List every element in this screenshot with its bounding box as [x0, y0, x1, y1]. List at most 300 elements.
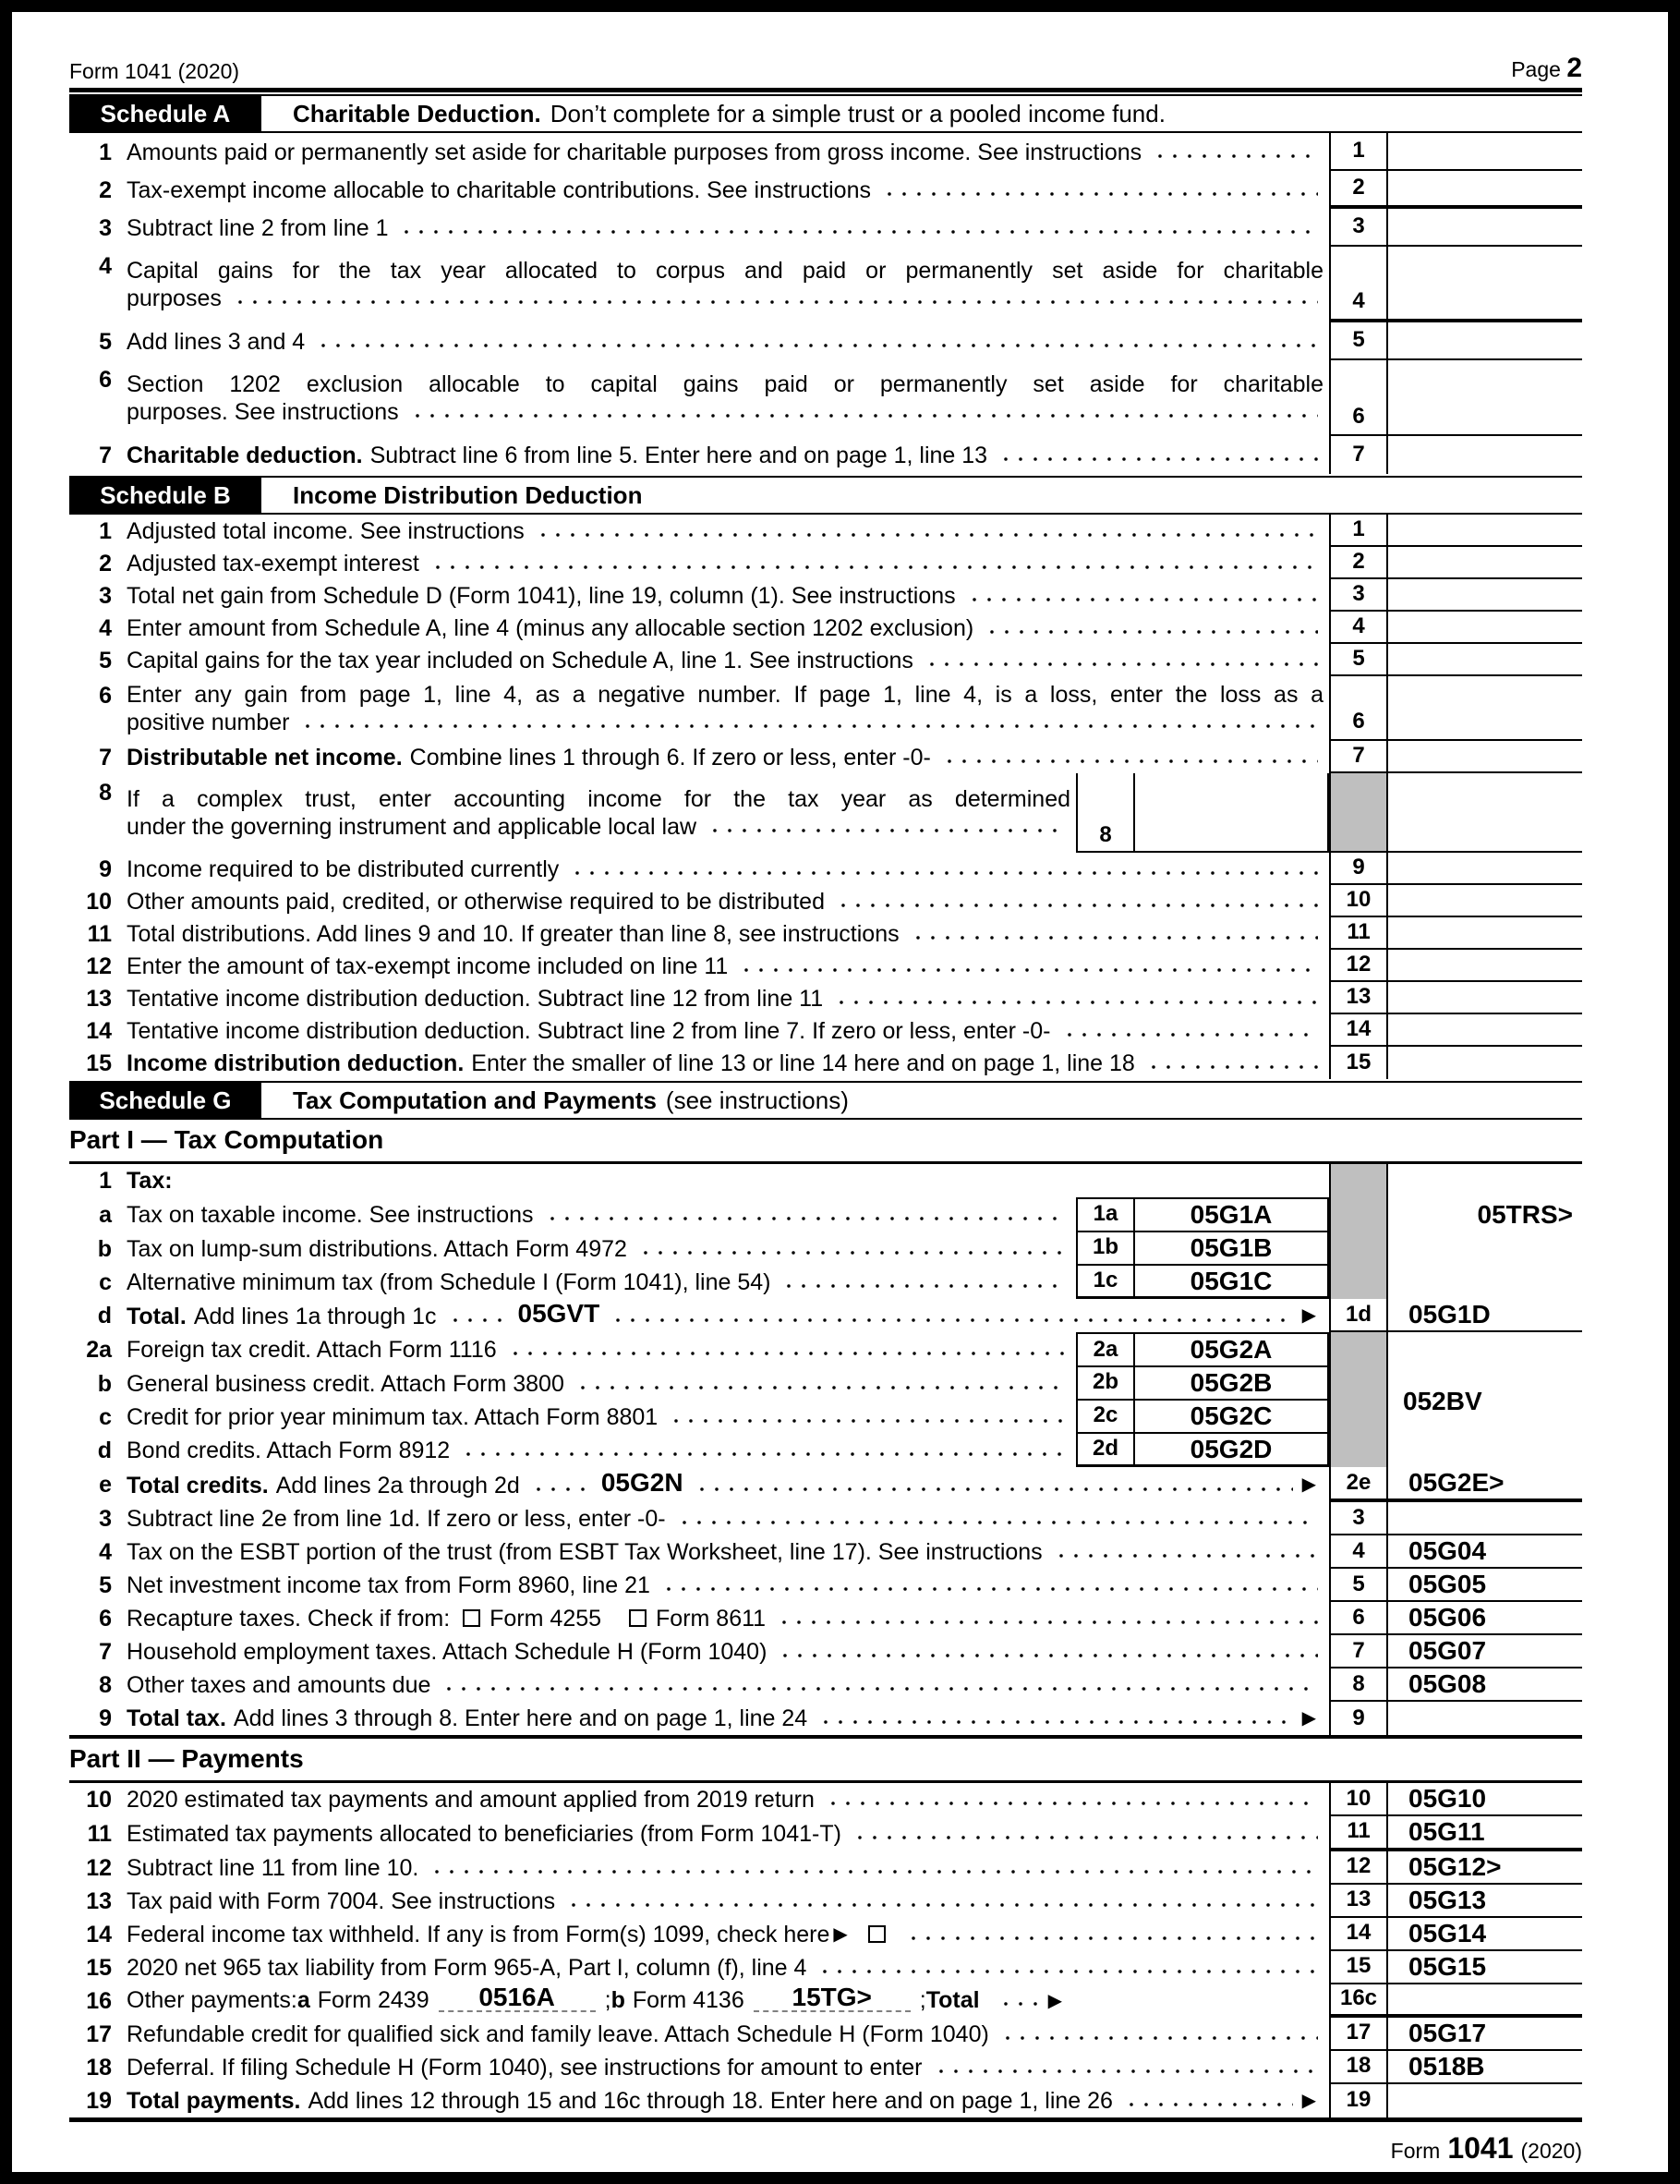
- amount-field[interactable]: [1388, 547, 1582, 577]
- row-b-14: [69, 1014, 1582, 1047]
- line-number: 1: [99, 517, 112, 544]
- checkbox-form-8611[interactable]: [629, 1609, 647, 1627]
- text-segment: Other taxes and amounts due: [127, 1671, 431, 1698]
- line-number-box: 5: [1329, 322, 1388, 358]
- line-text-cell: [127, 1232, 1076, 1266]
- row-g2-14: [69, 1918, 1582, 1951]
- amount-field[interactable]: [1388, 171, 1582, 205]
- dotted-leader: [233, 289, 1318, 306]
- other-payment-b-field[interactable]: 15TG>: [754, 1984, 911, 2012]
- line-number: 9: [99, 1705, 112, 1731]
- bold-lead: Total.: [127, 1304, 187, 1330]
- line-number: 2a: [86, 1336, 112, 1363]
- text-segment: Tax-exempt income allocable to charitable contributions. See instructions: [127, 176, 871, 203]
- line-text-cell: [127, 644, 1329, 676]
- line-number: 10: [86, 888, 112, 915]
- line-number-box: 3: [1329, 209, 1388, 245]
- amount-field[interactable]: [1388, 2084, 1582, 2117]
- amount-field[interactable]: 05G2E>: [1408, 1468, 1505, 1498]
- line-text: [127, 920, 1323, 948]
- line-text: [127, 2087, 1323, 2115]
- right-columns: [1329, 741, 1582, 773]
- inner-amount-field[interactable]: 05G2D: [1135, 1434, 1329, 1468]
- text-segment: Federal income tax withheld. If any is from Form(s) 1099, check here: [127, 1921, 830, 1947]
- line-number: 8: [99, 1671, 112, 1698]
- amount-field[interactable]: 05G08: [1408, 1669, 1487, 1699]
- amount-field[interactable]: [1388, 1232, 1582, 1266]
- shaded-cell: [1329, 1332, 1388, 1367]
- checkbox-form-4255[interactable]: [463, 1609, 480, 1627]
- text-segment: Tentative income distribution deduction. Subtract line 12 from line 11: [127, 985, 824, 1012]
- line-text-1: If a complex trust, enter accounting income for the tax year as determined: [127, 786, 1070, 812]
- right-columns: [1329, 1951, 1582, 1984]
- part2-heading: Part II — Payments: [69, 1739, 1582, 1783]
- line-number-box: 3: [1329, 1502, 1388, 1534]
- text-segment: Refundable credit for qualified sick and family leave. Attach Schedule H (Form 1040): [127, 2020, 989, 2047]
- dotted-leader: [545, 1206, 1065, 1222]
- line-text: [127, 1538, 1323, 1566]
- text-segment: Other payments:: [127, 1986, 297, 2013]
- bold-lead: Tax:: [127, 1168, 173, 1194]
- line-text-cell: [127, 1702, 1329, 1735]
- right-columns: [1329, 515, 1582, 547]
- amount-field[interactable]: [1388, 1014, 1582, 1045]
- bold-lead: Total: [925, 1986, 980, 2013]
- text-segment: Recapture taxes. Check if from:: [127, 1605, 451, 1632]
- line-number-box: 6: [1329, 1602, 1388, 1633]
- inner-line-number-box: 1c: [1076, 1266, 1135, 1300]
- text-segment: Amounts paid or permanently set aside for charitable purposes from gross income. See instructions: [127, 139, 1142, 165]
- dotted-leader: [566, 1892, 1318, 1909]
- text-segment: Tentative income distribution deduction. Subtract line 2 from line 7. If zero or less, enter -0-: [127, 1017, 1051, 1044]
- dotted-leader: [610, 1307, 1292, 1324]
- line-number: d: [97, 1438, 112, 1464]
- dotted-leader: [906, 1925, 1318, 1942]
- right-columns: [1329, 1535, 1582, 1569]
- schedule-a-title-bold: Charitable Deduction.: [293, 99, 541, 127]
- inner-amount-field[interactable]: [1135, 773, 1329, 853]
- line-text-cell: [127, 209, 1329, 247]
- dotted-leader: [430, 554, 1318, 571]
- text-segment: 2020 net 965 tax liability from Form 965-A, Part I, column (f), line 4: [127, 1954, 807, 1981]
- line-text-cell: [127, 741, 1329, 773]
- text-segment: Enter the smaller of line 13 or line 14 here and on page 1, line 18: [471, 1050, 1135, 1076]
- text-segment: Form 8611: [656, 1605, 767, 1632]
- right-columns: [1329, 322, 1582, 360]
- line-number-box: 13: [1329, 982, 1388, 1013]
- amount-field[interactable]: 05G07: [1408, 1636, 1487, 1666]
- schedule-b-title: [261, 478, 642, 513]
- amount-field[interactable]: 05G04: [1408, 1536, 1487, 1566]
- amount-field[interactable]: [1388, 1502, 1582, 1534]
- text-segment: Total net gain from Schedule D (Form 1041), line 19, column (1). See instructions: [127, 582, 956, 609]
- line-number: 1: [99, 139, 112, 165]
- row-b-6: [69, 676, 1582, 741]
- line-number: 15: [86, 1050, 112, 1076]
- amount-field[interactable]: [1388, 950, 1582, 980]
- line-text-cell: [127, 1885, 1329, 1918]
- row-g1-6: [69, 1602, 1582, 1635]
- line-text: [127, 550, 1323, 577]
- amount-field[interactable]: [1388, 209, 1582, 245]
- amount-field[interactable]: [1388, 853, 1582, 883]
- amount-field[interactable]: 05G06: [1408, 1603, 1487, 1632]
- row-g2-19: [69, 2084, 1582, 2117]
- right-columns: [1329, 853, 1582, 885]
- right-columns: [1329, 1047, 1582, 1079]
- inner-amount-field[interactable]: 05G2A: [1135, 1332, 1329, 1367]
- amount-field[interactable]: [1388, 1367, 1582, 1415]
- line-text-cell: [127, 1367, 1076, 1401]
- amount-field[interactable]: 05G17: [1408, 2018, 1487, 2047]
- amount-field[interactable]: [1388, 247, 1582, 319]
- line-number: 3: [99, 582, 112, 609]
- line-number: 11: [87, 1820, 112, 1847]
- line-text-cell: [127, 171, 1329, 209]
- line-number-box: 12: [1329, 950, 1388, 980]
- line-text-cell: [127, 1951, 1329, 1984]
- dotted-leader: [429, 1859, 1318, 1875]
- text-segment: Enter amount from Schedule A, line 4 (minus any allocable section 1202 exclusion): [127, 614, 974, 641]
- line-number: 4: [99, 253, 112, 279]
- line-number-box: 6: [1329, 676, 1388, 739]
- row-g1-7: [69, 1635, 1582, 1668]
- amount-field[interactable]: [1388, 644, 1582, 674]
- line-text-cell: [127, 360, 1329, 436]
- line-text: [127, 855, 1323, 883]
- right-columns: [1329, 2084, 1582, 2117]
- part1-rows: [69, 1164, 1582, 1735]
- footer-form-number: 1041: [1447, 2130, 1514, 2165]
- line-text-2: [127, 285, 1323, 312]
- line-text: [127, 952, 1323, 980]
- bold-lead: a: [296, 1986, 310, 2013]
- dotted-leader: [441, 1676, 1318, 1693]
- row-b-10: [69, 885, 1582, 917]
- page-word: Page: [1511, 57, 1561, 81]
- row-g2-18: [69, 2051, 1582, 2084]
- text-segment: Income required to be distributed currently: [127, 855, 560, 882]
- inner-line-number-box: 2a: [1076, 1332, 1135, 1367]
- amount-field[interactable]: 05G11: [1408, 1816, 1485, 1846]
- line-text: [127, 1982, 1323, 2015]
- line-text: [127, 328, 1323, 356]
- amount-field[interactable]: [1388, 1047, 1582, 1079]
- schedule-g-part2: [69, 1739, 1582, 2122]
- line-text-1: Enter any gain from page 1, line 4, as a negative number. If page 1, line 4, is a loss, enter the loss as a: [127, 682, 1323, 708]
- line-number: 15: [86, 1954, 112, 1981]
- dotted-leader: [934, 2058, 1319, 2075]
- line-number: 6: [99, 367, 112, 393]
- line-number-box: 4: [1329, 1535, 1388, 1567]
- text-segment: Tax on taxable income. See instructions: [127, 1201, 534, 1228]
- right-columns: [1329, 133, 1582, 171]
- dotted-leader: [777, 1609, 1318, 1626]
- line-text: [127, 1336, 1070, 1364]
- line-text-cell: [127, 982, 1329, 1014]
- line-text: [127, 647, 1323, 674]
- line-text: [127, 139, 1323, 166]
- page-footer: [69, 2122, 1582, 2166]
- text-segment: Tax on the ESBT portion of the trust (from ESBT Tax Worksheet, line 17). See instructions: [127, 1538, 1043, 1565]
- line-text: [127, 2054, 1323, 2081]
- dotted-leader: [695, 1476, 1293, 1493]
- right-columns: [1329, 950, 1582, 982]
- shaded-cell: [1329, 773, 1388, 853]
- amount-field[interactable]: 05G05: [1408, 1570, 1487, 1599]
- row-g2-15: [69, 1951, 1582, 1984]
- dotted-leader: [739, 957, 1318, 974]
- arrow-right-icon: ▶: [1301, 1305, 1316, 1327]
- schedule-b-rows: [69, 515, 1582, 1079]
- text-segment: Combine lines 1 through 6. If zero or less, enter -0-: [409, 744, 931, 770]
- schedule-a-note: Don’t complete for a simple trust or a pooled income fund.: [550, 99, 1166, 127]
- line-text-cell: [127, 515, 1329, 547]
- dotted-leader: [778, 1643, 1318, 1659]
- line-text-cell: [127, 885, 1329, 917]
- arrow-right-icon: ▶: [1047, 1990, 1062, 2011]
- right-columns: [1329, 209, 1582, 247]
- line-number-box: 18: [1329, 2051, 1388, 2082]
- amount-field[interactable]: 05G1D: [1408, 1300, 1491, 1329]
- amount-field[interactable]: [1388, 773, 1582, 853]
- dotted-leader: [818, 1709, 1292, 1726]
- row-g1-1a: [69, 1197, 1582, 1232]
- line-number: 5: [99, 647, 112, 673]
- line-text-2: [127, 709, 1323, 736]
- right-columns: [1329, 1502, 1582, 1535]
- right-columns: [1329, 1885, 1582, 1918]
- other-payment-a-field[interactable]: 0516A: [439, 1984, 596, 2012]
- line-text-cell: [127, 2018, 1329, 2051]
- line-number: 7: [99, 1638, 112, 1665]
- dotted-leader: [911, 925, 1318, 941]
- line-number: 12: [86, 1854, 112, 1881]
- bold-lead: Charitable deduction.: [127, 442, 363, 468]
- dotted-leader: [661, 1576, 1318, 1593]
- checkbox-form-1099[interactable]: [868, 1925, 886, 1943]
- text-segment: Subtract line 2e from line 1d. If zero or less, enter -0-: [127, 1505, 666, 1532]
- dotted-leader: [817, 1959, 1318, 1975]
- dotted-leader: [852, 1825, 1318, 1841]
- line-text: [127, 744, 1323, 771]
- row-g1-1c: [69, 1266, 1582, 1300]
- line-number-box: 19: [1329, 2084, 1388, 2117]
- text-segment: Estimated tax payments allocated to beneficiaries (from Form 1041-T): [127, 1820, 841, 1847]
- dotted-leader: [967, 587, 1318, 603]
- bold-lead: Income distribution deduction.: [127, 1050, 465, 1076]
- line-number: 5: [99, 1571, 112, 1598]
- amount-field[interactable]: [1388, 1197, 1582, 1232]
- amount-field[interactable]: [1388, 741, 1582, 771]
- line-number: 17: [86, 2020, 112, 2047]
- line-number: 9: [99, 855, 112, 882]
- bold-lead: Total credits.: [127, 1473, 269, 1499]
- line-text: [127, 1638, 1323, 1666]
- text-segment: 2020 estimated tax payments and amount applied from 2019 return: [127, 1786, 815, 1813]
- row-g2-12: [69, 1851, 1582, 1885]
- line-text: [127, 888, 1323, 916]
- right-columns: [1329, 360, 1582, 436]
- dotted-leader: [669, 1408, 1065, 1425]
- inner-amount-field[interactable]: 05G1C: [1135, 1266, 1329, 1300]
- dotted-leader: [985, 619, 1318, 636]
- amount-field[interactable]: [1388, 133, 1582, 169]
- amount-field[interactable]: [1388, 1401, 1582, 1434]
- line-number-box: 1: [1329, 515, 1388, 545]
- line-number-box: 14: [1329, 1918, 1388, 1949]
- line-text-cell: [127, 612, 1329, 644]
- amount-field[interactable]: [1388, 515, 1582, 545]
- amount-field[interactable]: [1388, 612, 1582, 642]
- line-text: [127, 1786, 1323, 1814]
- line-number-box: 5: [1329, 1569, 1388, 1600]
- line-number: 19: [86, 2087, 112, 2114]
- right-columns: [1329, 917, 1582, 950]
- row-a-7: [69, 436, 1582, 474]
- line-text-cell: [127, 247, 1329, 322]
- inner-line-number-box: 1b: [1076, 1232, 1135, 1266]
- line-number-box: 4: [1329, 612, 1388, 642]
- amount-field[interactable]: [1388, 1266, 1582, 1300]
- amount-field[interactable]: [1388, 885, 1582, 916]
- line-number: 14: [86, 1017, 112, 1044]
- inner-amount-field[interactable]: 05G1B: [1135, 1232, 1329, 1266]
- dotted-leader: [925, 651, 1318, 668]
- line-text-cell: [127, 773, 1076, 853]
- schedule-g-title-bold: Tax Computation and Payments: [293, 1086, 657, 1114]
- dotted-leader: [998, 1991, 1039, 2008]
- line-text-cell: [127, 1047, 1329, 1079]
- right-columns: [1329, 1816, 1582, 1851]
- inner-amount-field[interactable]: 05G2C: [1135, 1401, 1329, 1434]
- amount-field[interactable]: [1388, 360, 1582, 434]
- amount-field[interactable]: [1388, 1434, 1582, 1468]
- right-columns: [1329, 1668, 1582, 1702]
- line-text-cell: [127, 547, 1329, 579]
- shaded-cell: [1329, 1434, 1388, 1468]
- amount-field[interactable]: 05G15: [1408, 1951, 1487, 1981]
- inner-line-number-box: 2b: [1076, 1367, 1135, 1401]
- line-text: [127, 1505, 1323, 1533]
- inner-line-number-box: 2d: [1076, 1434, 1135, 1468]
- dotted-leader: [508, 1341, 1065, 1357]
- amount-field[interactable]: [1388, 1332, 1582, 1367]
- line-text-cell: [127, 1197, 1076, 1232]
- line-text-cell: [127, 917, 1329, 950]
- right-columns: [1329, 436, 1582, 474]
- line-text: [127, 1605, 1323, 1632]
- right-columns: [1329, 982, 1582, 1014]
- line-text: [127, 214, 1323, 242]
- right-columns: [1329, 1014, 1582, 1047]
- line-number: 2: [99, 176, 112, 203]
- line-text-cell: [127, 1266, 1076, 1300]
- amount-field[interactable]: 05G14: [1408, 1918, 1487, 1947]
- row-b-1: [69, 515, 1582, 547]
- text-segment: Form 4255: [489, 1605, 602, 1632]
- inner-amount-field[interactable]: 05G2B: [1135, 1367, 1329, 1401]
- dotted-leader: [399, 219, 1318, 236]
- line-number: 7: [99, 744, 112, 770]
- side-field-code: 052BV: [1403, 1386, 1482, 1415]
- inner-amount-field[interactable]: 05G1A: [1135, 1197, 1329, 1232]
- line-number-box: 14: [1329, 1014, 1388, 1045]
- right-columns: [1329, 547, 1582, 579]
- amount-field[interactable]: [1388, 436, 1582, 474]
- amount-field[interactable]: [1388, 917, 1582, 948]
- line-number-box: 4: [1329, 247, 1388, 319]
- amount-field[interactable]: [1388, 322, 1582, 358]
- line-text-cell: [127, 1299, 1329, 1332]
- amount-field[interactable]: [1388, 1702, 1582, 1735]
- line-number: 3: [99, 1505, 112, 1532]
- line-number: a: [99, 1201, 112, 1228]
- amount-field[interactable]: [1388, 1984, 1582, 2014]
- line-text: [127, 1469, 1323, 1500]
- schedule-a-rows: [69, 133, 1582, 474]
- row-a-5: [69, 322, 1582, 360]
- line-text: [127, 1705, 1323, 1732]
- row-g1-1: [69, 1164, 1582, 1197]
- line-number: 13: [86, 985, 112, 1012]
- line-number: 12: [86, 952, 112, 979]
- row-b-15: [69, 1047, 1582, 1079]
- text-segment: under the governing instrument and applicable local law: [127, 814, 697, 840]
- right-columns: [1329, 885, 1582, 917]
- line-text: [127, 1854, 1323, 1882]
- line-number-box: 1d: [1329, 1299, 1388, 1330]
- text-segment: Subtract line 2 from line 1: [127, 214, 389, 241]
- amount-field[interactable]: 05G12>: [1408, 1851, 1502, 1881]
- amount-field[interactable]: 05G10: [1408, 1784, 1487, 1814]
- text-segment: Subtract line 6 from line 5. Enter here and on page 1, line 13: [369, 442, 988, 468]
- text-segment: Add lines 1a through 1c: [193, 1304, 437, 1330]
- line-text-cell: [127, 1783, 1329, 1816]
- line-text: [127, 1671, 1323, 1699]
- amount-field[interactable]: [1388, 579, 1582, 610]
- row-g1-1b: [69, 1232, 1582, 1266]
- text-segment: Net investment income tax from Form 8960, line 21: [127, 1571, 650, 1598]
- row-b-13: [69, 982, 1582, 1014]
- text-segment: Foreign tax credit. Attach Form 1116: [127, 1336, 497, 1363]
- line-number-box: 8: [1329, 1668, 1388, 1700]
- line-number-box: 16c: [1329, 1984, 1388, 2014]
- line-text-cell: [127, 950, 1329, 982]
- schedule-g-header: [69, 1081, 1582, 1120]
- amount-field[interactable]: 05G13: [1408, 1885, 1487, 1914]
- row-g1-1d: [69, 1299, 1582, 1332]
- line-number-box: 9: [1329, 853, 1388, 883]
- line-text: [127, 582, 1323, 610]
- line-number-box: 11: [1329, 917, 1388, 948]
- amount-field[interactable]: [1388, 676, 1582, 739]
- text-segment: Other amounts paid, credited, or otherwise required to be distributed: [127, 888, 825, 915]
- line-number-box: 15: [1329, 1047, 1388, 1079]
- amount-field[interactable]: [1388, 982, 1582, 1013]
- line-text-cell: [127, 1332, 1076, 1367]
- line-text: [127, 1887, 1323, 1915]
- row-b-9: [69, 853, 1582, 885]
- bold-lead: b: [610, 1986, 625, 2013]
- line-number: 10: [86, 1786, 112, 1813]
- line-number: 4: [99, 1538, 112, 1565]
- line-number: 14: [86, 1921, 112, 1947]
- amount-field[interactable]: 0518B: [1408, 2051, 1485, 2081]
- line-text: [127, 1820, 1323, 1848]
- text-segment: positive number: [127, 710, 290, 735]
- dotted-leader: [461, 1441, 1065, 1458]
